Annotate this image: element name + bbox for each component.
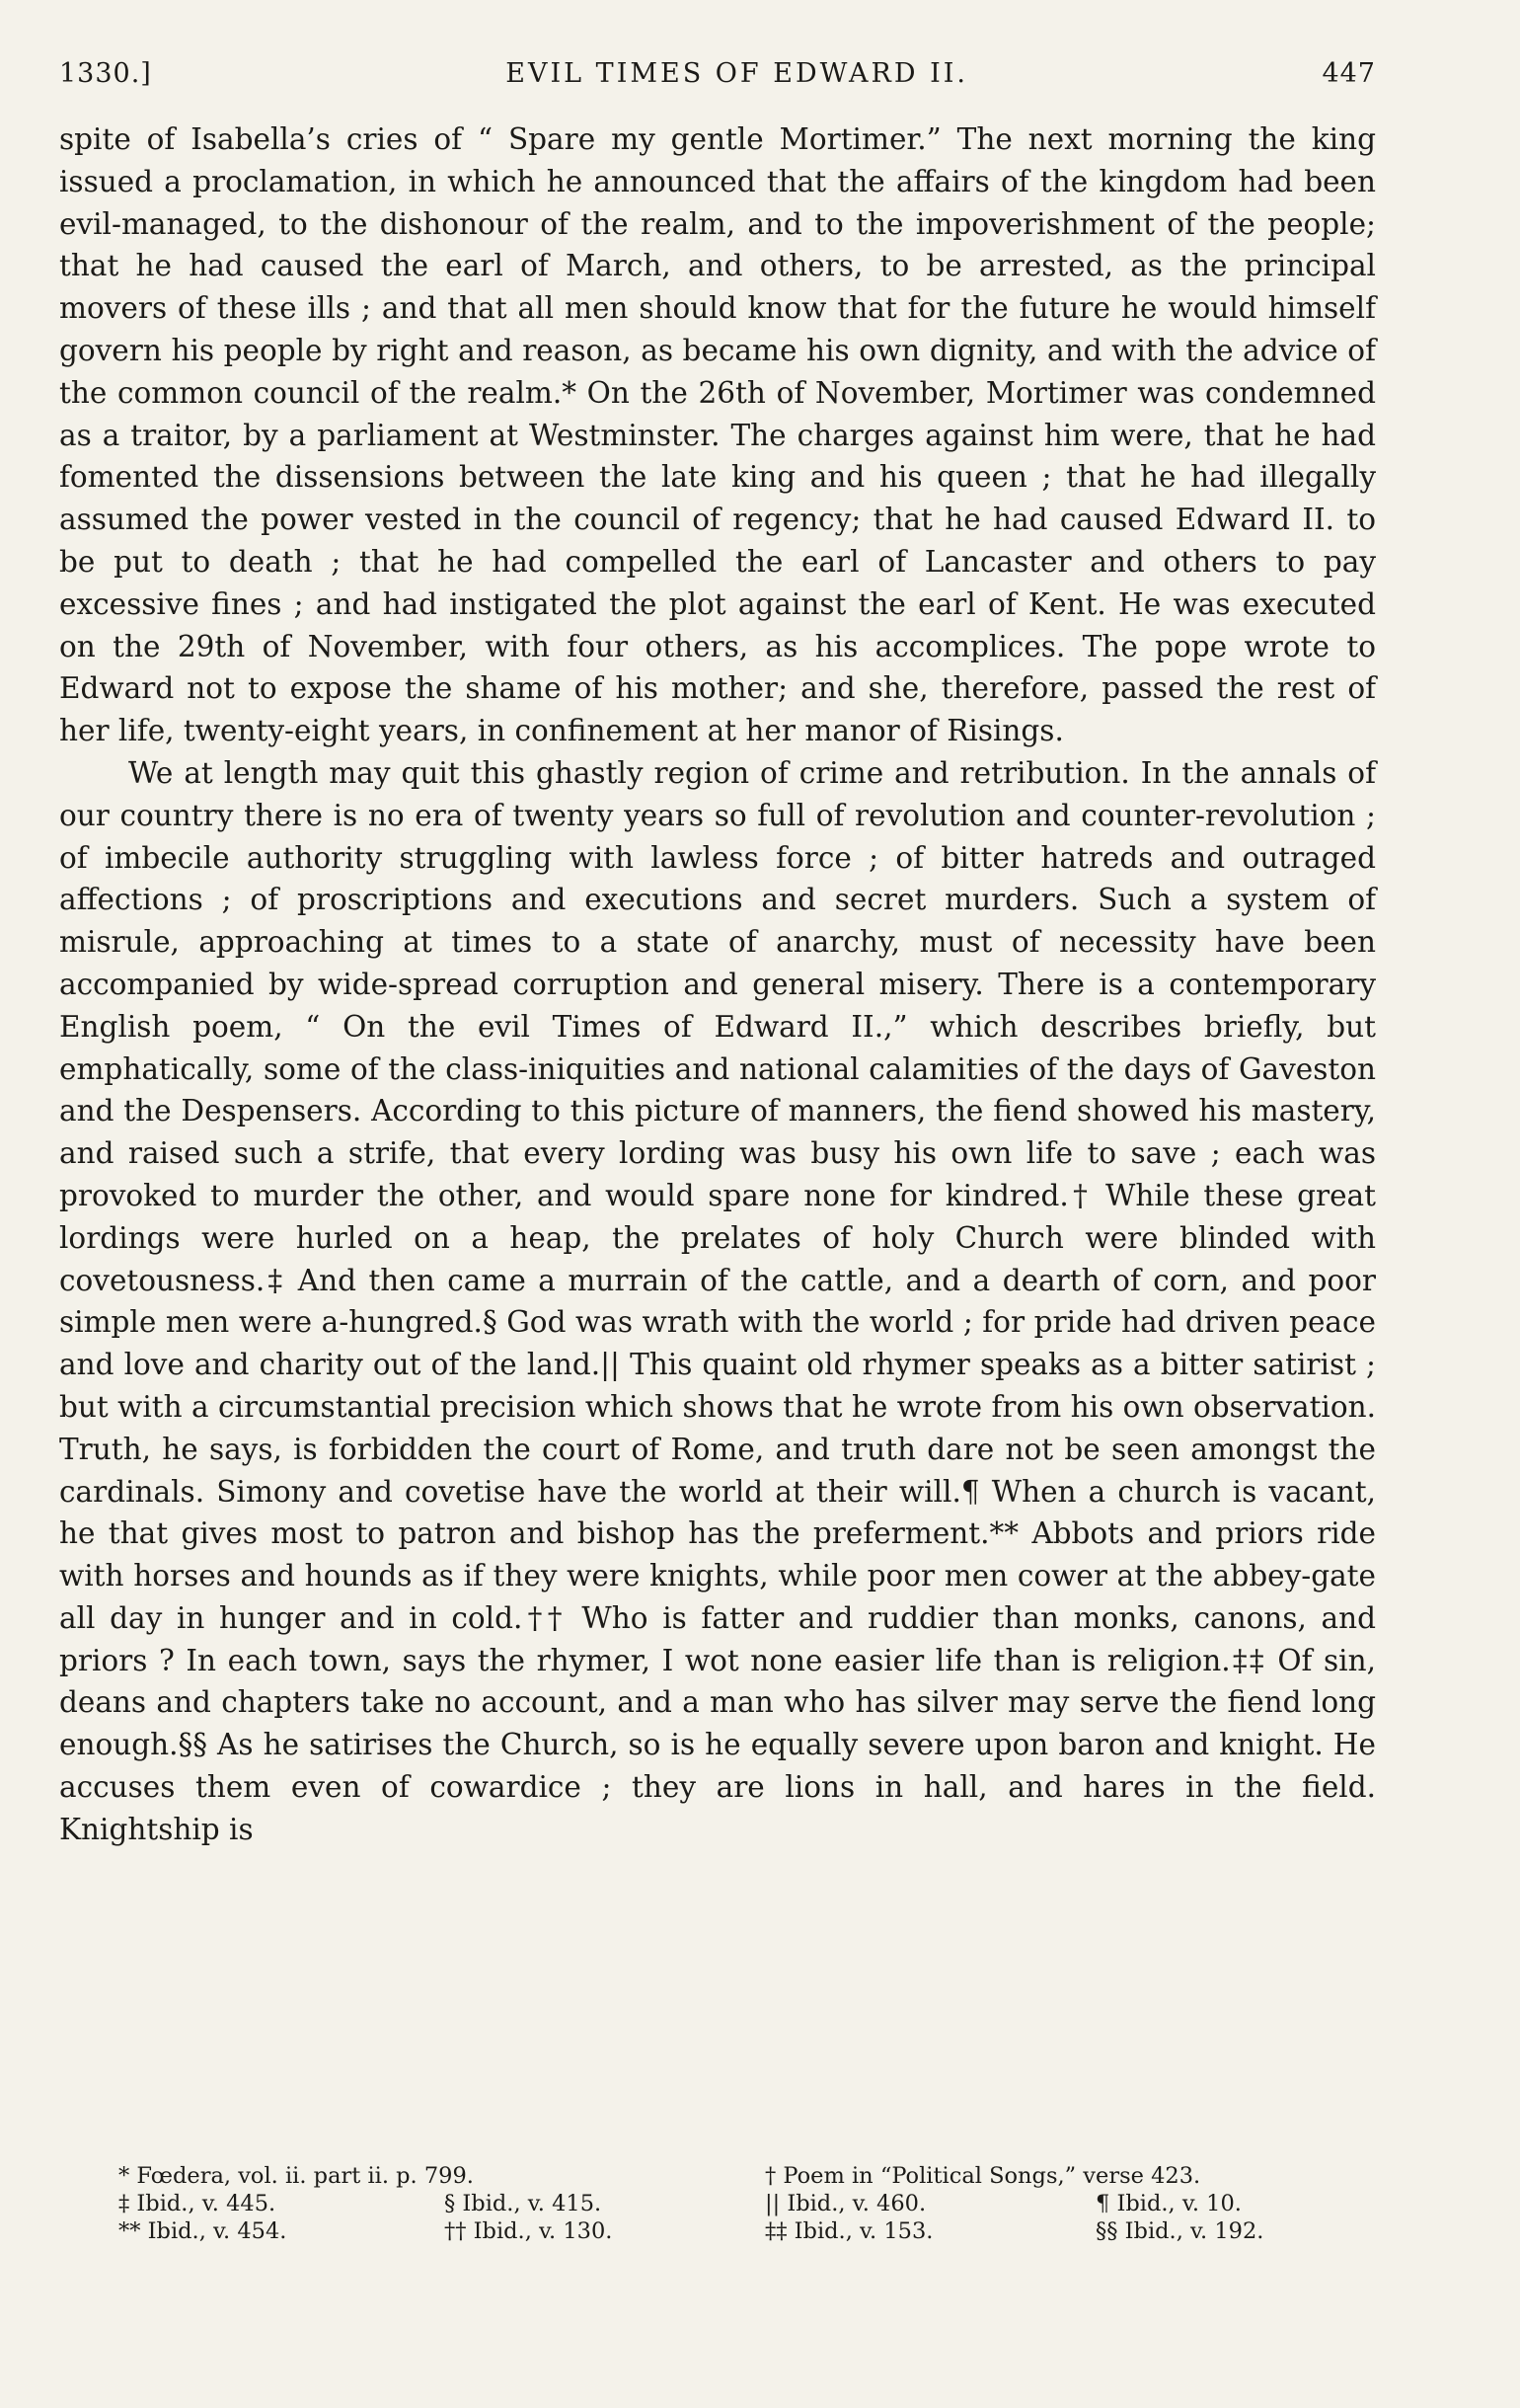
footnote: § Ibid., v. 415.: [444, 2191, 602, 2216]
page-number: 447: [1322, 58, 1376, 89]
footnotes: [118, 2162, 1362, 2245]
header-year: 1330.]: [59, 58, 152, 89]
footnote: §§ Ibid., v. 192.: [1096, 2218, 1264, 2244]
footnote-row: [118, 2190, 1362, 2217]
footnote: ** Ibid., v. 454.: [118, 2218, 287, 2244]
footnote: ¶ Ibid., v. 10.: [1096, 2191, 1242, 2216]
body-text: [59, 118, 1376, 1851]
running-head: [59, 57, 1376, 107]
paragraph-2: We at length may quit this ghastly region of crime and retribution. In the annals of our country there is no era of twenty years so full of revolution and counter-revolution ; of imbecile authority struggling with lawless force ; of bitter hatreds and outraged affections ; of proscriptions and executions and secret murders. Such a system of misrule, approaching at times to a state of anarchy, must of necessity have been accompanied by wide-spread corruption and general misery. There is a contemporary English poem, “ On the evil Times of Edward II.,” which describes briefly, but emphatically, some of the class-iniquities and national calamities of the days of Gaveston and the Despensers. According to this picture of manners, the fiend showed his mastery, and raised such a strife, that every lording was busy his own life to save ; each was provoked to murder the other, and would spare none for kindred.† While these great lordings were hurled on a heap, the prelates of holy Church were blinded with covetousness.‡ And then came a murrain of the cattle, and a dearth of corn, and poor simple men were a-hungred.§ God was wrath with the world ; for pride had driven peace and love and charity out of the land.|| This quaint old rhymer speaks as a bitter satirist ; but with a circumstantial precision which shows that he wrote from his own observation. Truth, he says, is forbidden the court of Rome, and truth dare not be seen amongst the cardinals. Simony and covetise have the world at their will.¶ When a church is vacant, he that gives most to patron and bishop has the preferment.** Abbots and priors ride with horses and hounds as if they were knights, while poor men cower at the abbey-gate all day in hunger and in cold.†† Who is fatter and ruddier than monks, canons, and priors ? In each town, says the rhymer, I wot none easier life than is religion.‡‡ Of sin, deans and chapters take no account, and a man who has silver may serve the fiend long enough.§§ As he satirises the Church, so is he equally severe upon baron and knight. He accuses them even of cowardice ; they are lions in hall, and hares in the field. Knightship is: [59, 755, 1376, 1846]
footnote-row: [118, 2162, 1362, 2190]
chapter-title: EVIL TIMES OF EDWARD II.: [505, 58, 968, 89]
footnote: ‡‡ Ibid., v. 153.: [765, 2218, 934, 2244]
footnote-row: [118, 2217, 1362, 2245]
footnote: * Fœdera, vol. ii. part ii. p. 799.: [118, 2163, 474, 2189]
paragraph-1: spite of Isabella’s cries of “ Spare my gentle Mortimer.” The next morning the king issued a proclamation, in which he announced that the affairs of the kingdom had been evil-managed, to the dishonour of the realm, and to the impoverishment of the people; that he had caused the earl of March, and others, to be arrested, as the principal movers of these ills ; and that all men should know that for the future he would himself govern his people by right and reason, as became his own dignity, and with the advice of the common council of the realm.* On the 26th of November, Mortimer was condemned as a traitor, by a parliament at Westminster. The charges against him were, that he had fomented the dissensions between the late king and his queen ; that he had illegally assumed the power vested in the council of regency; that he had caused Edward II. to be put to death ; that he had compelled the earl of Lancaster and others to pay excessive fines ; and had instigated the plot against the earl of Kent. He was executed on the 29th of November, with four others, as his accomplices. The pope wrote to Edward not to expose the shame of his mother; and she, therefore, passed the rest of her life, twenty-eight years, in confinement at her manor of Risings.: [59, 122, 1376, 748]
footnote: || Ibid., v. 460.: [765, 2191, 927, 2216]
footnote: ‡ Ibid., v. 445.: [118, 2191, 276, 2216]
footnote: †† Ibid., v. 130.: [444, 2218, 613, 2244]
footnote: † Poem in “Political Songs,” verse 423.: [765, 2163, 1201, 2189]
